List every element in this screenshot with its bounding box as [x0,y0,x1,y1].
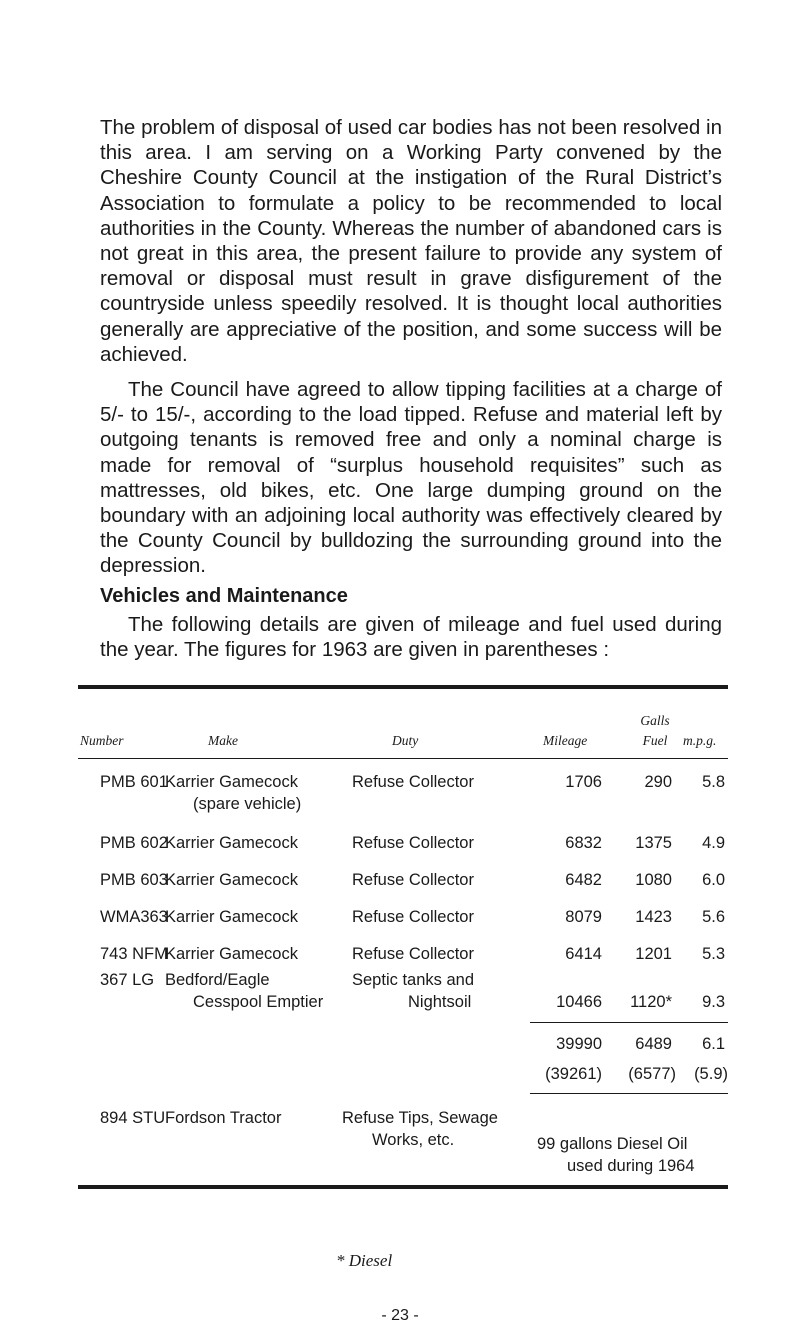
cell-mpg: 5.3 [702,945,725,963]
cell-duty: Refuse Collector [352,945,474,963]
cell-mpg: 4.9 [702,834,725,852]
cell-make: Karrier Gamecock [165,908,298,926]
cell-mileage: 1706 [565,773,602,791]
cell-duty: Septic tanks and [352,971,474,989]
total-1963-fuel: (6577) [628,1065,676,1083]
paragraph-tipping-facilities: The Council have agreed to allow tipping facilities at a charge of 5/- to 15/-, according to the load tipped. Refuse and material left by outgoing tenants is removed free and only a nominal charge is made for removal of “surplus household requisites” such as mattresses, old bikes, etc. One large dumping ground on the boundary with an adjoining local authority was effectively cleared by the County Council by bulldozing the surrounding ground into the depression. [100,378,722,578]
cell-mpg: 5.6 [702,908,725,926]
page-number: - 23 - [381,1307,419,1324]
cell-make: Karrier Gamecock [165,773,298,791]
header-make: Make [208,733,238,748]
table-top-rule [78,685,728,689]
total-mileage: 39990 [556,1035,602,1053]
cell-number: PMB 601 [100,773,168,791]
cell-duty: Refuse Collector [352,834,474,852]
total-fuel: 6489 [635,1035,672,1053]
total-1963-mpg: (5.9) [694,1065,728,1083]
cell-fuel: 1423 [635,908,672,926]
cell-make: Karrier Gamecock [165,871,298,889]
cell-number: WMA363 [100,908,168,926]
cell-duty: Refuse Collector [352,908,474,926]
cell-duty-detail: Nightsoil [408,993,472,1011]
total-1963-mileage: (39261) [545,1065,602,1083]
cell-mpg: 5.8 [702,773,725,791]
cell-make: Fordson Tractor [165,1109,282,1127]
footnote: * Diesel [336,1251,393,1270]
cell-make: Karrier Gamecock [165,834,298,852]
cell-fuel: 1201 [635,945,672,963]
cell-fuel: 1120* [630,993,672,1011]
cell-number: 743 NFM [100,945,168,963]
paragraph-car-disposal: The problem of disposal of used car bodies has not been resolved in this area. I am serving on a Working Party convened by the Cheshire County Council at the instigation of the Rural District’s Association to formulate a policy to be recommended to local authorities in the County. Whereas the number of abandoned cars is not great in this area, the present failure to provide any system of removal or disposal must result in grave disfigurement of the countryside unless speedily resolved. It is thought local authorities generally are appreciative of the position, and some success will be achieved. [100,116,722,366]
cell-fuel: 1080 [635,871,672,889]
header-fuel: Fuel [642,733,668,748]
totals-rule [530,1022,728,1023]
header-duty: Duty [392,733,419,748]
cell-mileage: 10466 [556,993,602,1011]
cell-diesel-note: 99 gallons Diesel Oil [537,1135,688,1153]
cell-diesel-note-detail: used during 1964 [567,1157,695,1175]
header-mileage: Mileage [543,733,588,748]
totals-bottom-rule [530,1093,728,1094]
cell-mpg: 9.3 [702,993,725,1011]
cell-fuel: 1375 [635,834,672,852]
cell-number: PMB 602 [100,834,168,852]
cell-number: PMB 603 [100,871,168,889]
cell-mileage: 6832 [565,834,602,852]
section-heading: Vehicles and Maintenance [100,585,348,607]
header-number: Number [80,733,124,748]
header-mpg: m.p.g. [683,733,717,748]
cell-mileage: 6482 [565,871,602,889]
cell-duty: Refuse Tips, Sewage [342,1109,498,1127]
cell-number: 894 STU [100,1109,166,1127]
cell-mileage: 6414 [565,945,602,963]
cell-make: Bedford/Eagle [165,971,270,989]
cell-duty: Refuse Collector [352,871,474,889]
table-bottom-rule [78,1185,728,1189]
header-rule [78,758,728,759]
total-mpg: 6.1 [702,1035,725,1053]
cell-make: Karrier Gamecock [165,945,298,963]
cell-number: 367 LG [100,971,155,989]
cell-fuel: 290 [644,773,672,791]
cell-mpg: 6.0 [702,871,725,889]
paragraph-table-intro: The following details are given of mileage and fuel used during the year. The figures for 1963 are given in parentheses : [100,613,722,662]
cell-make-detail: Cesspool Emptier [193,993,324,1011]
cell-duty: Refuse Collector [352,773,474,791]
cell-duty-detail: Works, etc. [372,1131,455,1149]
header-galls: Galls [640,713,670,728]
cell-mileage: 8079 [565,908,602,926]
cell-make-detail: (spare vehicle) [193,795,302,813]
